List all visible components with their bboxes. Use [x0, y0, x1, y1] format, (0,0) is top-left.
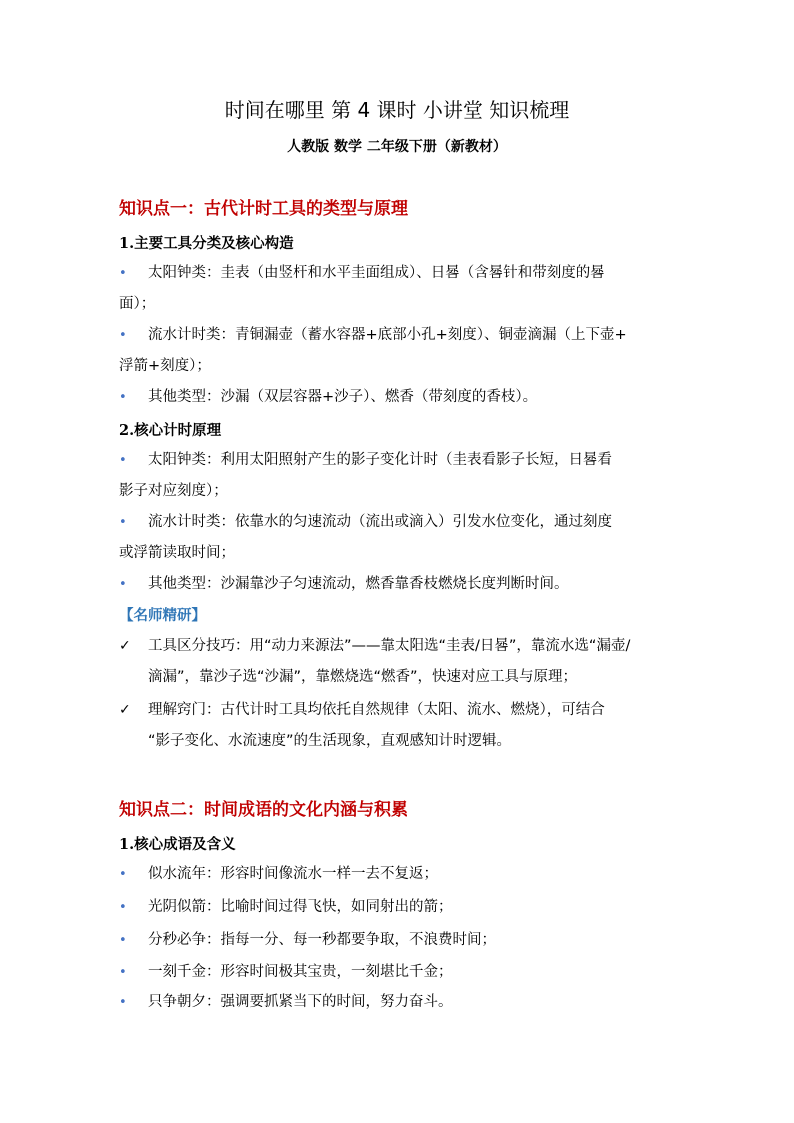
list-item: • 流水计时类：依靠水的匀速流动（流出或滴入）引发水位变化，通过刻度 或浮箭读取时间； [119, 507, 679, 569]
bullet-icon: • [119, 390, 127, 405]
list-item: • 只争朝夕：强调要抓紧当下的时间，努力奋斗。 [119, 987, 679, 1018]
section-1-title: 知识点一：古代计时工具的类型与原理 [119, 199, 408, 219]
section-2-part-1-heading: 1.核心成语及含义 [119, 836, 236, 853]
bullet-icon: • [119, 515, 127, 530]
list-item: • 流水计时类：青铜漏壶（蓄水容器+底部小孔+刻度）、铜壶滴漏（上下壶+ 浮箭+刻度）； [119, 320, 679, 382]
bullet-icon: • [119, 900, 127, 915]
list-item: • 似水流年：形容时间像流水一样一去不复返； [119, 859, 679, 890]
list-item: • 光阴似箭：比喻时间过得飞快，如同射出的箭； [119, 892, 679, 923]
document-title: 时间在哪里 第 4 课时 小讲堂 知识梳理 [224, 98, 570, 122]
checkmark-icon: ✓ [119, 638, 131, 654]
checkmark-icon: ✓ [119, 702, 131, 718]
list-item: • 一刻千金：形容时间极其宝贵，一刻堪比千金； [119, 957, 679, 988]
list-item: • 其他类型：沙漏靠沙子匀速流动，燃香靠香枝燃烧长度判断时间。 [119, 569, 679, 600]
list-item: • 太阳钟类：利用太阳照射产生的影子变化计时（圭表看影子长短，日晷看 影子对应刻度）； [119, 445, 679, 507]
section-1-part-2-heading: 2.核心计时原理 [119, 422, 222, 439]
document-subtitle: 人教版 数学 二年级下册（新教材） [287, 139, 507, 155]
list-item: ✓ 理解窍门：古代计时工具均依托自然规律（太阳、流水、燃烧），可结合 “影子变化、水流速度”的生活现象，直观感知计时逻辑。 [119, 695, 679, 757]
list-item: • 分秒必争：指每一分、每一秒都要争取，不浪费时间； [119, 925, 679, 956]
bullet-icon: • [119, 577, 127, 592]
section-2-title: 知识点二：时间成语的文化内涵与积累 [119, 800, 408, 820]
list-item: • 太阳钟类：圭表（由竖杆和水平圭面组成）、日晷（含晷针和带刻度的晷 面）； [119, 258, 679, 320]
tips-heading: 【名师精研】 [119, 607, 206, 624]
list-item: • 其他类型：沙漏（双层容器+沙子）、燃香（带刻度的香枝）。 [119, 382, 679, 413]
bullet-icon: • [119, 867, 127, 882]
bullet-icon: • [119, 266, 127, 281]
list-item: ✓ 工具区分技巧：用“动力来源法”——靠太阳选“圭表/日晷”，靠流水选“漏壶/ 滴漏”，靠沙子选“沙漏”，靠燃烧选“燃香”，快速对应工具与原理； [119, 631, 679, 693]
bullet-icon: • [119, 933, 127, 948]
bullet-icon: • [119, 995, 127, 1010]
section-1-part-1-heading: 1.主要工具分类及核心构造 [119, 235, 294, 252]
bullet-icon: • [119, 328, 127, 343]
bullet-icon: • [119, 965, 127, 980]
bullet-icon: • [119, 453, 127, 468]
